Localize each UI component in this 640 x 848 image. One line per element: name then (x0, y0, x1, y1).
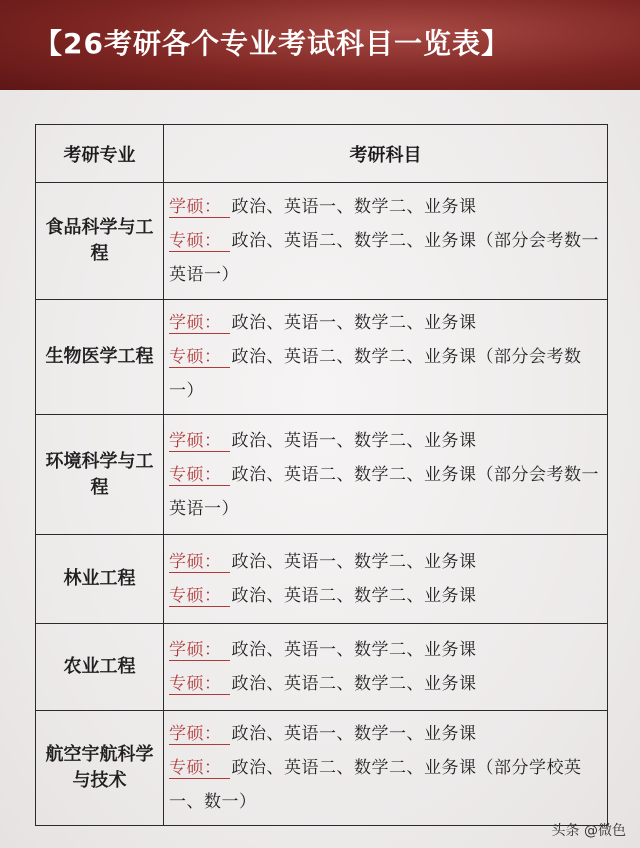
master-subjects: 政治、英语一、数学二、业务课 (231, 197, 477, 217)
master-degree-label: 学硕： (169, 552, 230, 573)
table-row (36, 624, 608, 711)
professional-subjects: 政治、英语二、数学二、业务课（部分会考数一） (169, 347, 582, 401)
master-line (169, 633, 599, 667)
table-row (36, 183, 608, 300)
major-cell: 生物医学工程 (36, 300, 164, 415)
master-degree-label: 学硕： (169, 313, 230, 334)
subjects-cell (164, 183, 608, 300)
column-header-major: 考研专业 (36, 125, 164, 183)
master-degree-label: 学硕： (169, 724, 230, 745)
master-degree-label: 学硕： (169, 431, 230, 452)
major-cell: 食品科学与工程 (36, 183, 164, 300)
subjects-cell (164, 415, 608, 535)
master-line (169, 306, 599, 340)
subjects-cell (164, 300, 608, 415)
subjects-cell (164, 535, 608, 624)
table-row (36, 300, 608, 415)
major-cell: 农业工程 (36, 624, 164, 711)
professional-subjects: 政治、英语二、数学二、业务课 (231, 586, 477, 606)
master-line (169, 424, 599, 458)
master-degree-label: 学硕： (169, 640, 230, 661)
master-subjects: 政治、英语一、数学二、业务课 (231, 552, 477, 572)
table-row (36, 711, 608, 826)
master-line (169, 717, 599, 751)
subjects-table (35, 124, 608, 826)
professional-line (169, 224, 599, 292)
master-subjects: 政治、英语一、数学二、业务课 (231, 430, 477, 451)
professional-subjects: 政治、英语二、数学二、业务课 (231, 674, 477, 694)
master-subjects: 政治、英语一、数学一、业务课 (231, 724, 477, 744)
professional-subjects: 政治、英语二、数学二、业务课（部分会考数一英语一） (169, 231, 599, 285)
professional-subjects: 政治、英语二、数学二、业务课（部分学校英一、数一） (169, 758, 582, 812)
major-cell: 航空宇航科学与技术 (36, 711, 164, 826)
professional-degree-label: 专硕： (169, 231, 230, 252)
title-banner (0, 0, 640, 90)
subjects-cell (164, 711, 608, 826)
professional-degree-label: 专硕： (169, 586, 230, 607)
professional-line (169, 667, 599, 701)
professional-degree-label: 专硕： (169, 674, 230, 695)
table-header-row (36, 125, 608, 183)
professional-line (169, 579, 599, 613)
professional-line (169, 340, 599, 408)
professional-degree-label: 专硕： (169, 758, 230, 779)
master-line (169, 190, 599, 224)
professional-degree-label: 专硕： (169, 465, 230, 486)
major-cell: 林业工程 (36, 535, 164, 624)
professional-subjects: 政治、英语二、数学二、业务课（部分会考数一英语一） (169, 464, 599, 519)
professional-line (169, 751, 599, 819)
master-subjects: 政治、英语一、数学二、业务课 (231, 640, 477, 660)
column-header-subjects: 考研科目 (164, 125, 608, 183)
subjects-cell (164, 624, 608, 711)
professional-degree-label: 专硕： (169, 347, 230, 368)
page-title: 【26考研各个专业考试科目一览表】 (34, 27, 510, 60)
watermark: 头条 @微色 (551, 823, 626, 839)
master-line (169, 545, 599, 579)
table-row (36, 535, 608, 624)
table-row (36, 415, 608, 535)
professional-line (169, 458, 599, 526)
master-degree-label: 学硕： (169, 197, 230, 218)
master-subjects: 政治、英语一、数学二、业务课 (231, 313, 477, 333)
major-cell: 环境科学与工程 (36, 415, 164, 535)
